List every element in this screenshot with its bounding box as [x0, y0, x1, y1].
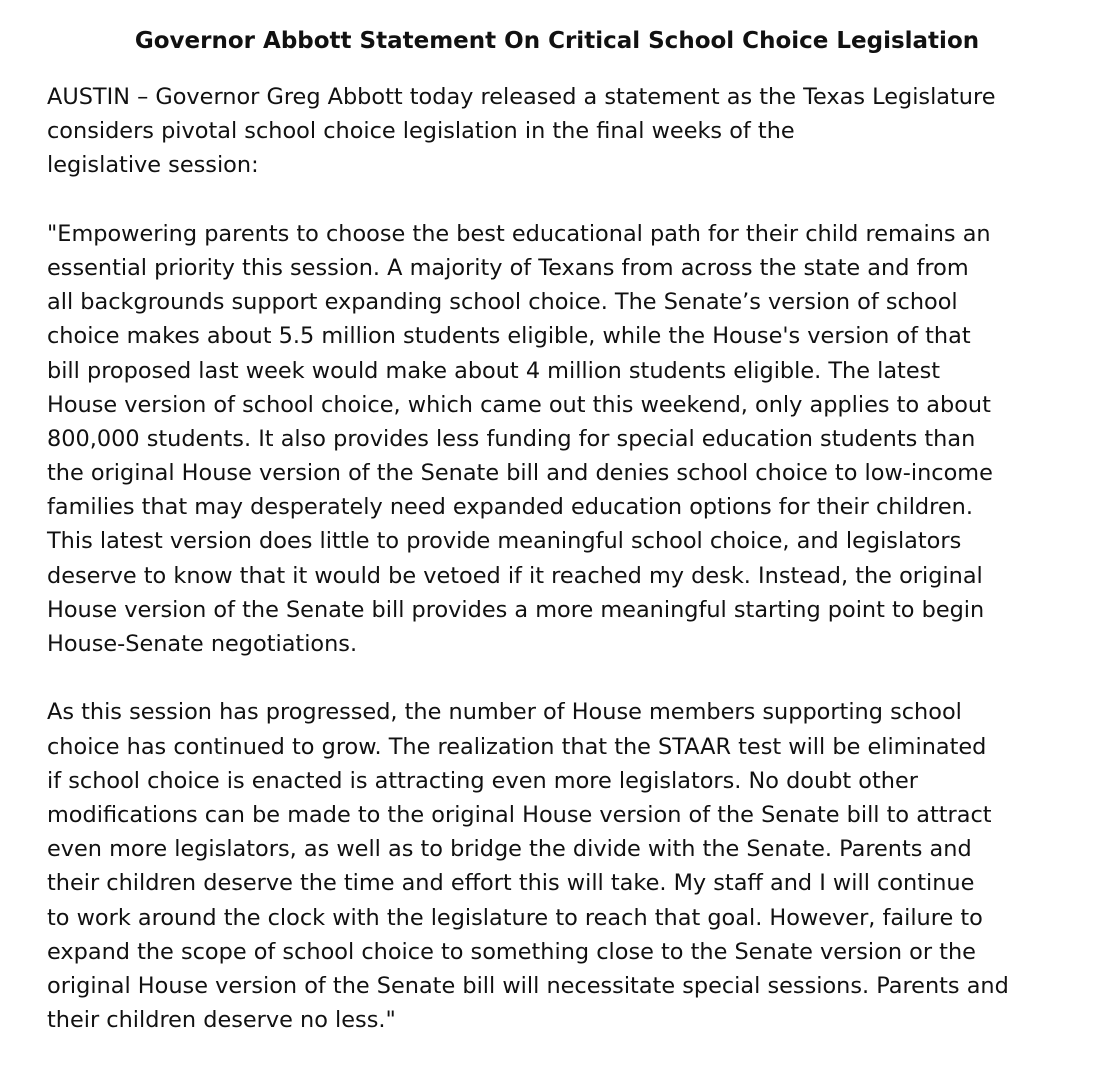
paragraph	[47, 217, 1009, 661]
text-line: to work around the clock with the legislature to reach that goal. However, failure to	[47, 904, 983, 931]
text-line: modifications can be made to the original House version of the Senate bill to attract	[47, 801, 992, 828]
text-line: House version of school choice, which came out this weekend, only applies to about	[47, 391, 991, 418]
text-line: deserve to know that it would be vetoed if it reached my desk. Instead, the original	[47, 562, 983, 589]
text-line: choice makes about 5.5 million students eligible, while the House's version of that	[47, 323, 971, 350]
text-line: "Empowering parents to choose the best educational path for their child remains an	[47, 220, 991, 247]
paragraph	[47, 80, 1009, 183]
text-line: families that may desperately need expanded education options for their children.	[47, 494, 973, 521]
statement-title: Governor Abbott Statement On Critical School Choice Legislation	[134, 28, 980, 54]
text-line: This latest version does little to provide meaningful school choice, and legislators	[47, 528, 962, 555]
text-line: essential priority this session. A majority of Texans from across the state and from	[47, 254, 969, 281]
text-line: their children deserve no less."	[47, 1007, 396, 1034]
text-line: original House version of the Senate bill will necessitate special sessions. Parents and	[47, 972, 1009, 999]
text-line: As this session has progressed, the number of House members supporting school	[47, 699, 962, 726]
text-line: House version of the Senate bill provides a more meaningful starting point to begin	[47, 596, 985, 623]
text-line: the original House version of the Senate bill and denies school choice to low-income	[47, 460, 993, 487]
text-line: House-Senate negotiations.	[47, 631, 358, 657]
text-line: if school choice is enacted is attracting even more legislators. No doubt other	[47, 767, 918, 794]
text-line: choice has continued to grow. The realization that the STAAR test will be eliminated	[47, 733, 987, 760]
text-line: 800,000 students. It also provides less funding for special education students than	[47, 425, 976, 452]
statement-body	[47, 80, 1009, 1071]
text-line: considers pivotal school choice legislation in the final weeks of the	[47, 118, 795, 145]
paragraph	[47, 695, 1009, 1037]
text-line: legislative session:	[47, 152, 259, 179]
text-line: all backgrounds support expanding school choice. The Senate’s version of school	[47, 289, 958, 316]
text-line: bill proposed last week would make about 4 million students eligible. The latest	[47, 357, 941, 384]
text-line: AUSTIN – Governor Greg Abbott today released a statement as the Texas Legislature	[47, 84, 996, 110]
text-line: expand the scope of school choice to something close to the Senate version or the	[47, 938, 976, 965]
text-line: their children deserve the time and effort this will take. My staff and I will continue	[47, 870, 975, 897]
text-line: even more legislators, as well as to bridge the divide with the Senate. Parents and	[47, 836, 972, 863]
